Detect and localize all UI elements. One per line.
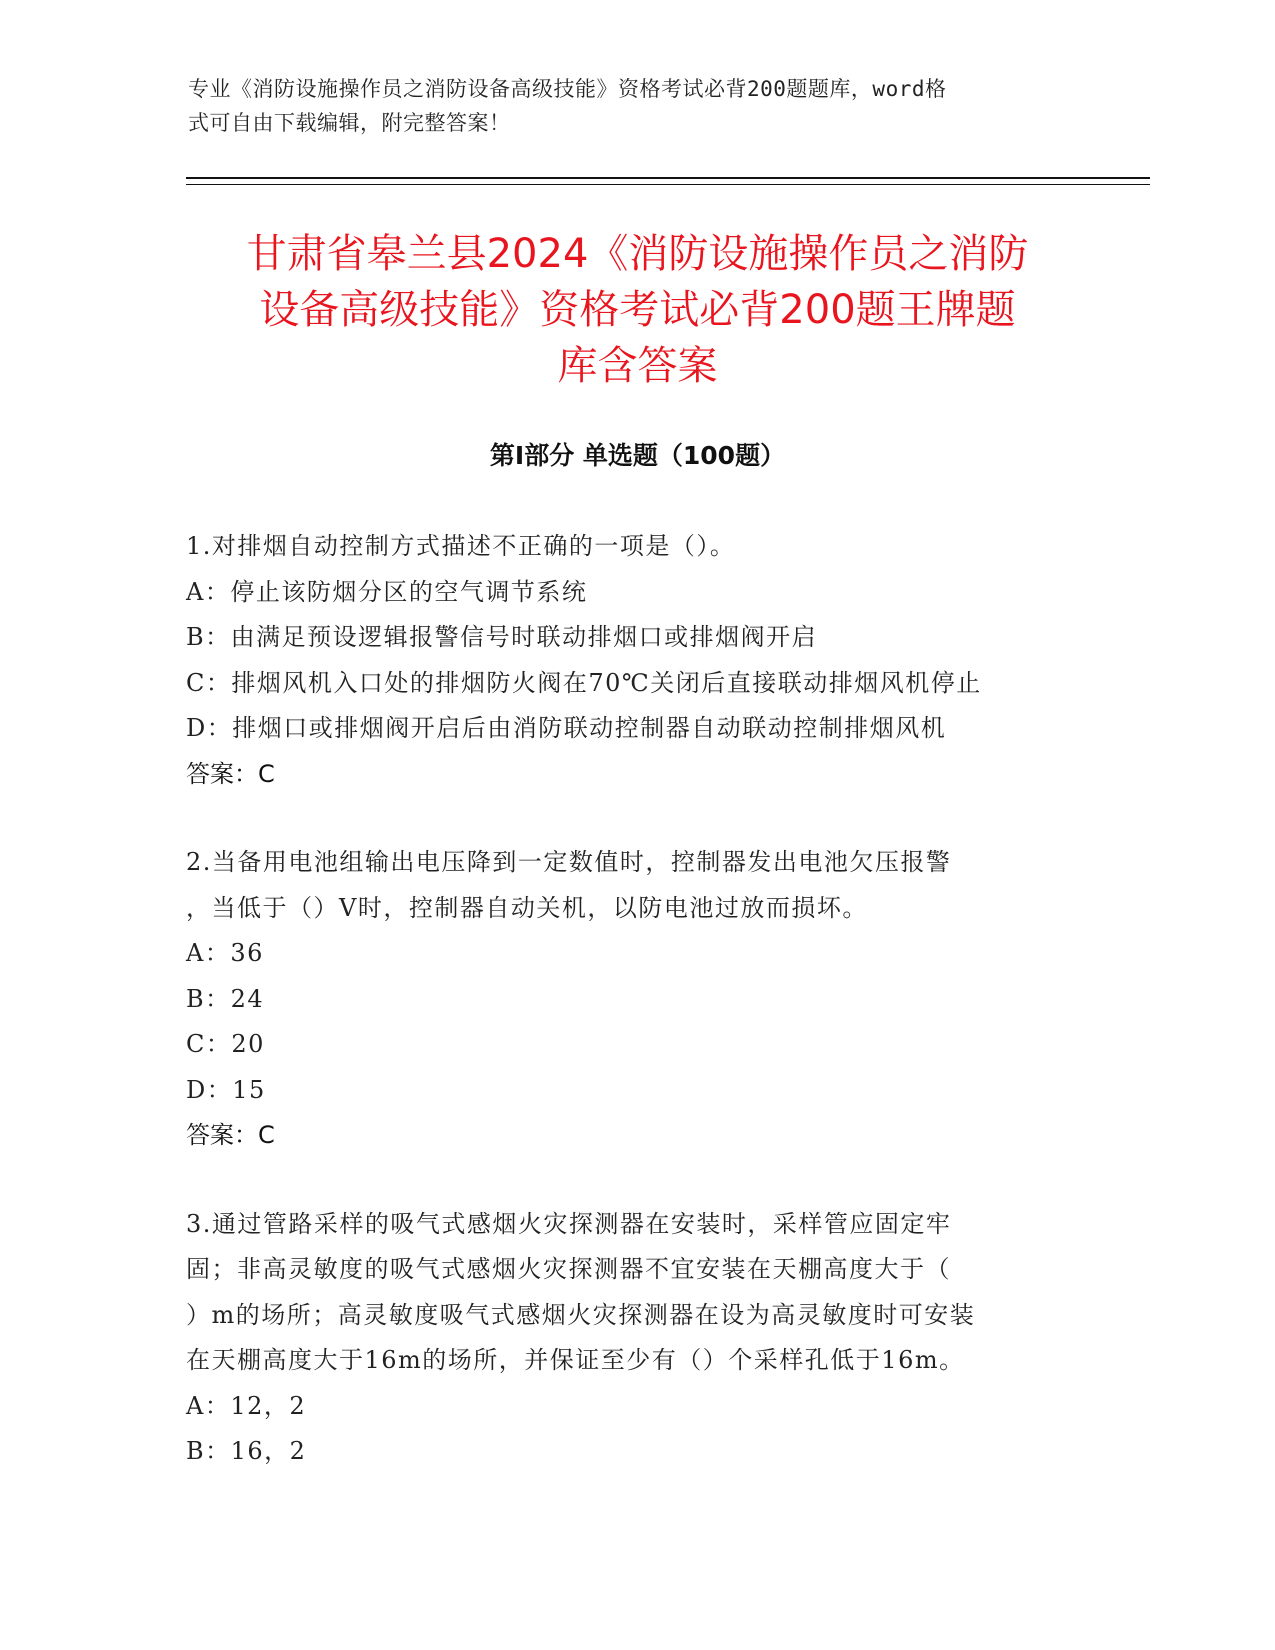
option-a: A：12，2 <box>186 1391 307 1420</box>
option-c: C：排烟风机入口处的排烟防火阀在70℃关闭后直接联动排烟风机停止 <box>186 668 982 697</box>
question-stem: 3.通过管路采样的吸气式感烟火灾探测器在安装时，采样管应固定牢 <box>186 1209 952 1238</box>
document-title-line-1: 甘肃省皋兰县2024《消防设施操作员之消防 <box>246 231 1029 277</box>
question-1 <box>186 524 1086 797</box>
option-d: D：15 <box>186 1075 266 1104</box>
option-a: A：停止该防烟分区的空气调节系统 <box>186 577 588 606</box>
question-spacer <box>186 797 1086 840</box>
document-title <box>170 226 1105 394</box>
option-a: A：36 <box>186 939 264 967</box>
question-stem: 固；非高灵敏度的吸气式感烟火灾探测器不宜安装在天棚高度大于（ <box>186 1255 951 1283</box>
question-stem: ）m的场所；高灵敏度吸气式感烟火灾探测器在设为高灵敏度时可安装 <box>186 1300 976 1329</box>
option-d: D：排烟口或排烟阀开启后由消防联动控制器自动联动控制排烟风机 <box>186 714 947 742</box>
question-stem: 2.当备用电池组输出电压降到一定数值时，控制器发出电池欠压报警 <box>186 848 952 876</box>
section-title: 第Ⅰ部分 单选题（100题） <box>489 441 786 470</box>
question-2 <box>186 840 1086 1159</box>
document-title-line-2: 设备高级技能》资格考试必背200题王牌题 <box>259 287 1016 333</box>
header-divider-thick <box>186 177 1150 179</box>
header-divider-thin <box>186 184 1150 185</box>
option-b: B：24 <box>186 984 265 1013</box>
question-list <box>186 524 1086 1475</box>
question-stem: 1.对排烟自动控制方式描述不正确的一项是（）。 <box>186 532 736 560</box>
header-note <box>188 72 1068 140</box>
question-3 <box>186 1202 1086 1475</box>
option-b: B：16，2 <box>186 1437 307 1465</box>
question-stem: 在天棚高度大于16m的场所，并保证至少有（）个采样孔低于16m。 <box>186 1346 965 1374</box>
document-title-line-3: 库含答案 <box>557 343 718 389</box>
answer: 答案：C <box>186 1121 275 1149</box>
header-note-line-1: 专业《消防设施操作员之消防设备高级技能》资格考试必背200题题库，word格 <box>188 77 947 101</box>
question-spacer <box>186 1159 1086 1202</box>
question-stem: ，当低于（）V时，控制器自动关机，以防电池过放而损坏。 <box>186 893 868 922</box>
option-b: B：由满足预设逻辑报警信号时联动排烟口或排烟阀开启 <box>186 623 818 651</box>
answer: 答案：C <box>186 759 275 788</box>
option-c: C：20 <box>186 1030 265 1058</box>
header-note-line-2: 式可自由下载编辑，附完整答案！ <box>188 111 511 135</box>
